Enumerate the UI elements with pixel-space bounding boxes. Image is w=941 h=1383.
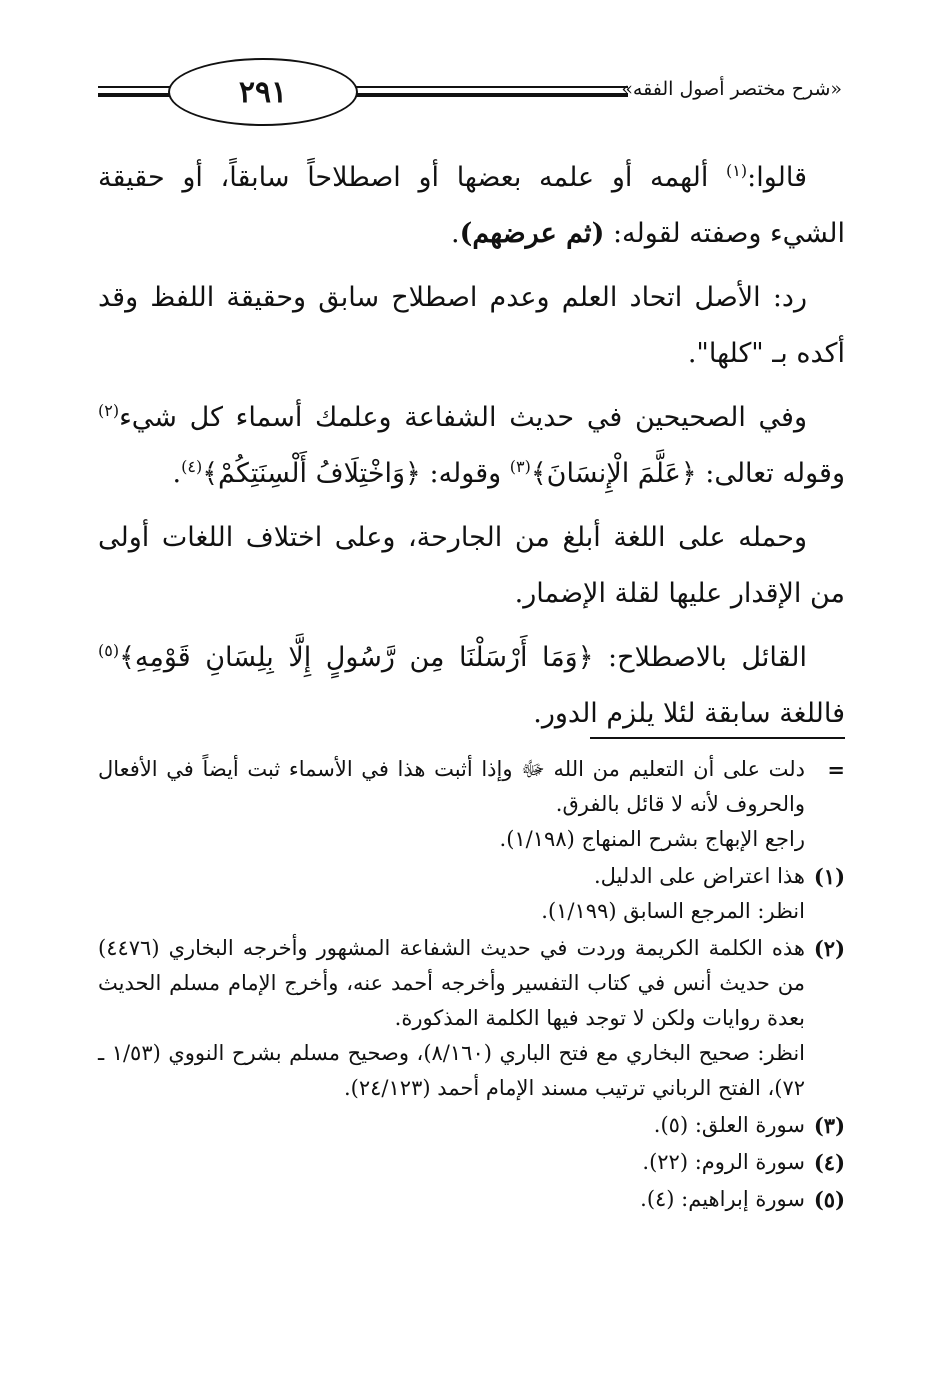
header-rule-mid-top [356, 86, 628, 88]
footnote-mark: (٣) [813, 1113, 845, 1138]
paragraph-3 [98, 390, 845, 502]
footnote-line: هذا اعتراض على الدليل. [593, 864, 805, 888]
footnote-5 [98, 1182, 845, 1217]
footnote-mark: (٥) [813, 1187, 845, 1212]
footnote-text [98, 752, 805, 857]
footnote-line: انظر: المرجع السابق (١/١٩٩). [541, 899, 805, 923]
footnotes [98, 752, 845, 1219]
p2-text: رد: الأصل اتحاد العلم وعدم اصطلاح سابق وحقيقة اللفظ وقد أكده بـ "كلها". [98, 282, 845, 369]
running-head: «شرح مختصر أصول الفقه» [621, 78, 842, 100]
p1-text-a: قالوا: [747, 162, 807, 193]
page-header [98, 58, 842, 138]
footnote-text: سورة الروم: (٢٢). [642, 1150, 805, 1174]
paragraph-4 [98, 510, 845, 622]
footnote-line: راجع الإبهاج بشرح المنهاج (١/١٩٨). [499, 827, 805, 851]
p3-text-b: وقوله تعالى: [696, 458, 845, 489]
main-text [98, 150, 845, 750]
footnote-3 [98, 1108, 845, 1143]
header-rule-left-bottom [98, 93, 170, 97]
header-rule-mid-bottom [356, 93, 628, 97]
footnote-1 [98, 859, 845, 929]
footnote-line: هذه الكلمة الكريمة وردت في حديث الشفاعة المشهور وأخرجه البخاري (٤٤٧٦) من حديث أنس في كتاب التفسير وأخرجه أحمد عنه، وأخرج الإمام مسلم الحديث بعدة روايات ولكن لا توجد فيها الكلمة المذكورة. [98, 936, 805, 1030]
header-rule-left-top [98, 86, 170, 88]
p1-quote-bold: (ثم عرضهم) [459, 218, 605, 249]
p4-text: وحمله على اللغة أبلغ من الجارحة، وعلى اختلاف اللغات أولى من الإقدار عليها لقلة الإضمار. [98, 522, 845, 609]
footnote-mark: = [827, 757, 845, 782]
p1-text-c: . [450, 218, 460, 249]
footnote-line: انظر: صحيح البخاري مع فتح الباري (٨/١٦٠)، وصحيح مسلم بشرح النووي (١/٥٣ ـ ٧٢)، الفتح الرباني ترتيب مسند الإمام أحمد (٢٤/١٢٣). [98, 1041, 806, 1100]
p3-text-d: . [172, 458, 182, 489]
footnote-text: سورة إبراهيم: (٤). [640, 1187, 805, 1211]
footnote-ref-1: (١) [726, 161, 748, 180]
footnote-text [98, 931, 805, 1106]
footnote-ref-3: (٣) [509, 457, 531, 476]
footnote-mark: (١) [813, 864, 845, 889]
paragraph-1 [98, 150, 845, 262]
p5-text-a: القائل بالاصطلاح: [593, 642, 807, 673]
p3-text-c: وقوله: [420, 458, 510, 489]
p3-quran-b: ﴿وَاخْتِلَافُ أَلْسِنَتِكُمْ﴾ [202, 458, 421, 489]
footnote-ref-2: (٢) [98, 401, 120, 420]
footnote-text: سورة العلق: (٥). [653, 1113, 805, 1137]
footnote-mark: (٤) [813, 1150, 845, 1175]
footnote-separator [590, 737, 845, 739]
footnote-4 [98, 1145, 845, 1180]
footnote-text [98, 859, 805, 929]
p3-text-a: وفي الصحيحين في حديث الشفاعة وعلمك أسماء كل شيء [119, 402, 807, 433]
p5-text-b: فاللغة سابقة لئلا يلزم الدور. [533, 698, 845, 729]
footnote-mark: (٢) [813, 936, 845, 961]
footnote-continued [98, 752, 845, 857]
p1-text-b: ألهمه أو علمه بعضها أو اصطلاحاً سابقاً، أو حقيقة الشيء وصفته لقوله: [98, 162, 845, 249]
p3-quran-a: ﴿عَلَّمَ الْإِنسَانَ﴾ [530, 458, 697, 489]
footnote-line: دلت على أن التعليم من الله ﷻ وإذا أثبت هذا في الأسماء ثبت أيضاً في الأفعال والحروف لأنه لا قائل بالفرق. [98, 757, 805, 816]
page-number [168, 58, 358, 126]
footnote-2 [98, 931, 845, 1106]
paragraph-5 [98, 630, 845, 742]
paragraph-2 [98, 270, 845, 382]
footnote-ref-4: (٤) [181, 457, 203, 476]
footnote-ref-5: (٥) [98, 641, 120, 660]
page-number-text: ٢٩١ [238, 74, 288, 110]
p5-quran: ﴿وَمَا أَرْسَلْنَا مِن رَّسُولٍ إِلَّا بِلِسَانِ قَوْمِهِ﴾ [119, 642, 594, 673]
